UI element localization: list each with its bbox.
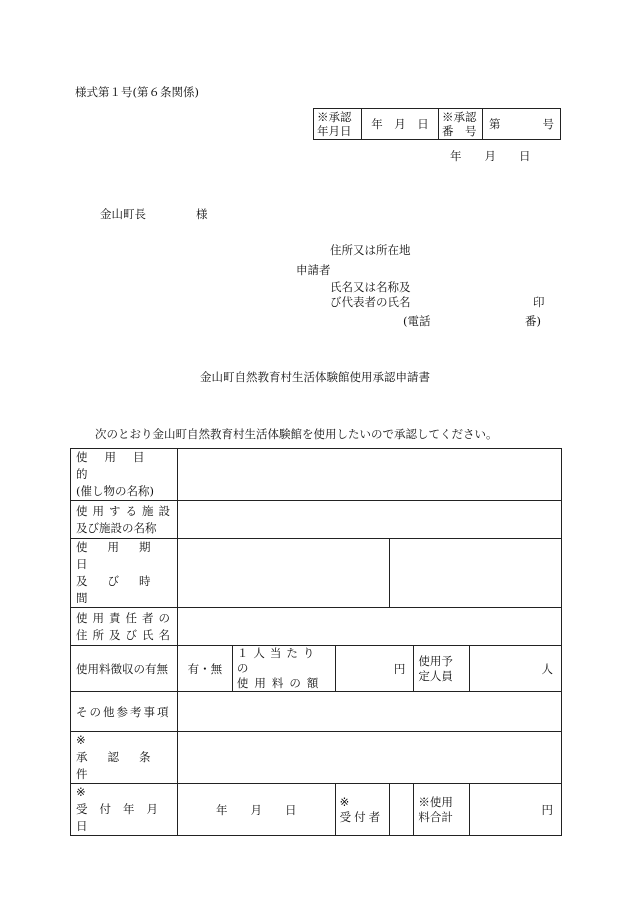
fee-label: 使用料徴収の有無 (71, 646, 178, 692)
document-title: 金山町自然教育村生活体験館使用承認申請書 (200, 370, 430, 384)
total-fee-input[interactable]: 円 (470, 784, 562, 836)
purpose-label: 使用目的 (催し物の名称) (71, 449, 178, 501)
approval-date-value[interactable]: 年 月 日 (362, 109, 439, 140)
mark-icon: ※ (76, 733, 86, 747)
receipt-date-input[interactable]: 年 月 日 (177, 784, 335, 836)
period-input-2[interactable] (390, 539, 562, 608)
receiver-label: ※ 受付者 (335, 784, 390, 836)
manager-label: 使用責任者の 住所及び氏名 (71, 608, 178, 646)
phone-open: (電話 (403, 314, 431, 328)
intro-text: 次のとおり金山町自然教育村生活体験館を使用したいので承認してください。 (95, 427, 498, 441)
phone-close: 番) (525, 314, 541, 328)
period-input-1[interactable] (177, 539, 390, 608)
application-table (70, 448, 562, 836)
number-suffix: 号 (542, 117, 554, 131)
receipt-date-label: ※ 受付年月日 (71, 784, 178, 836)
name-label-1: 氏名又は名称及 (330, 280, 411, 294)
per-person-label: １人当たりの 使用料の額 (232, 646, 335, 692)
approval-date-label: ※承認 年月日 (314, 109, 362, 140)
application-date[interactable]: 年 月 日 (450, 149, 531, 163)
total-fee-label: ※使用 料合計 (414, 784, 470, 836)
other-input[interactable] (177, 692, 561, 732)
number-prefix: 第 (489, 117, 501, 131)
conditions-label: ※ 承認条件 (71, 732, 178, 784)
manager-input[interactable] (177, 608, 561, 646)
name-label-2: び代表者の氏名 (330, 295, 411, 309)
conditions-input[interactable] (177, 732, 561, 784)
approval-box (313, 108, 561, 140)
per-person-input[interactable]: 円 (335, 646, 414, 692)
other-label: その他参考事項 (71, 692, 178, 732)
expected-input[interactable]: 人 (470, 646, 562, 692)
facility-input[interactable] (177, 501, 561, 539)
period-label: 使用期日 及び時間 (71, 539, 178, 608)
applicant-role: 申請者 (296, 263, 331, 277)
purpose-input[interactable] (177, 449, 561, 501)
fee-choice[interactable]: 有・無 (177, 646, 232, 692)
receiver-input[interactable] (390, 784, 414, 836)
approval-number-label: ※承認 番 号 (439, 109, 483, 140)
seal-mark: 印 (533, 295, 545, 309)
form-number: 様式第１号(第６条関係) (75, 85, 199, 99)
addressee: 金山町長 (100, 207, 146, 221)
approval-number-value[interactable] (483, 109, 561, 140)
address-label: 住所又は所在地 (330, 243, 411, 257)
honorific: 様 (196, 207, 208, 221)
facility-label: 使用する施設 及び施設の名称 (71, 501, 178, 539)
expected-label: 使用予 定人員 (414, 646, 470, 692)
